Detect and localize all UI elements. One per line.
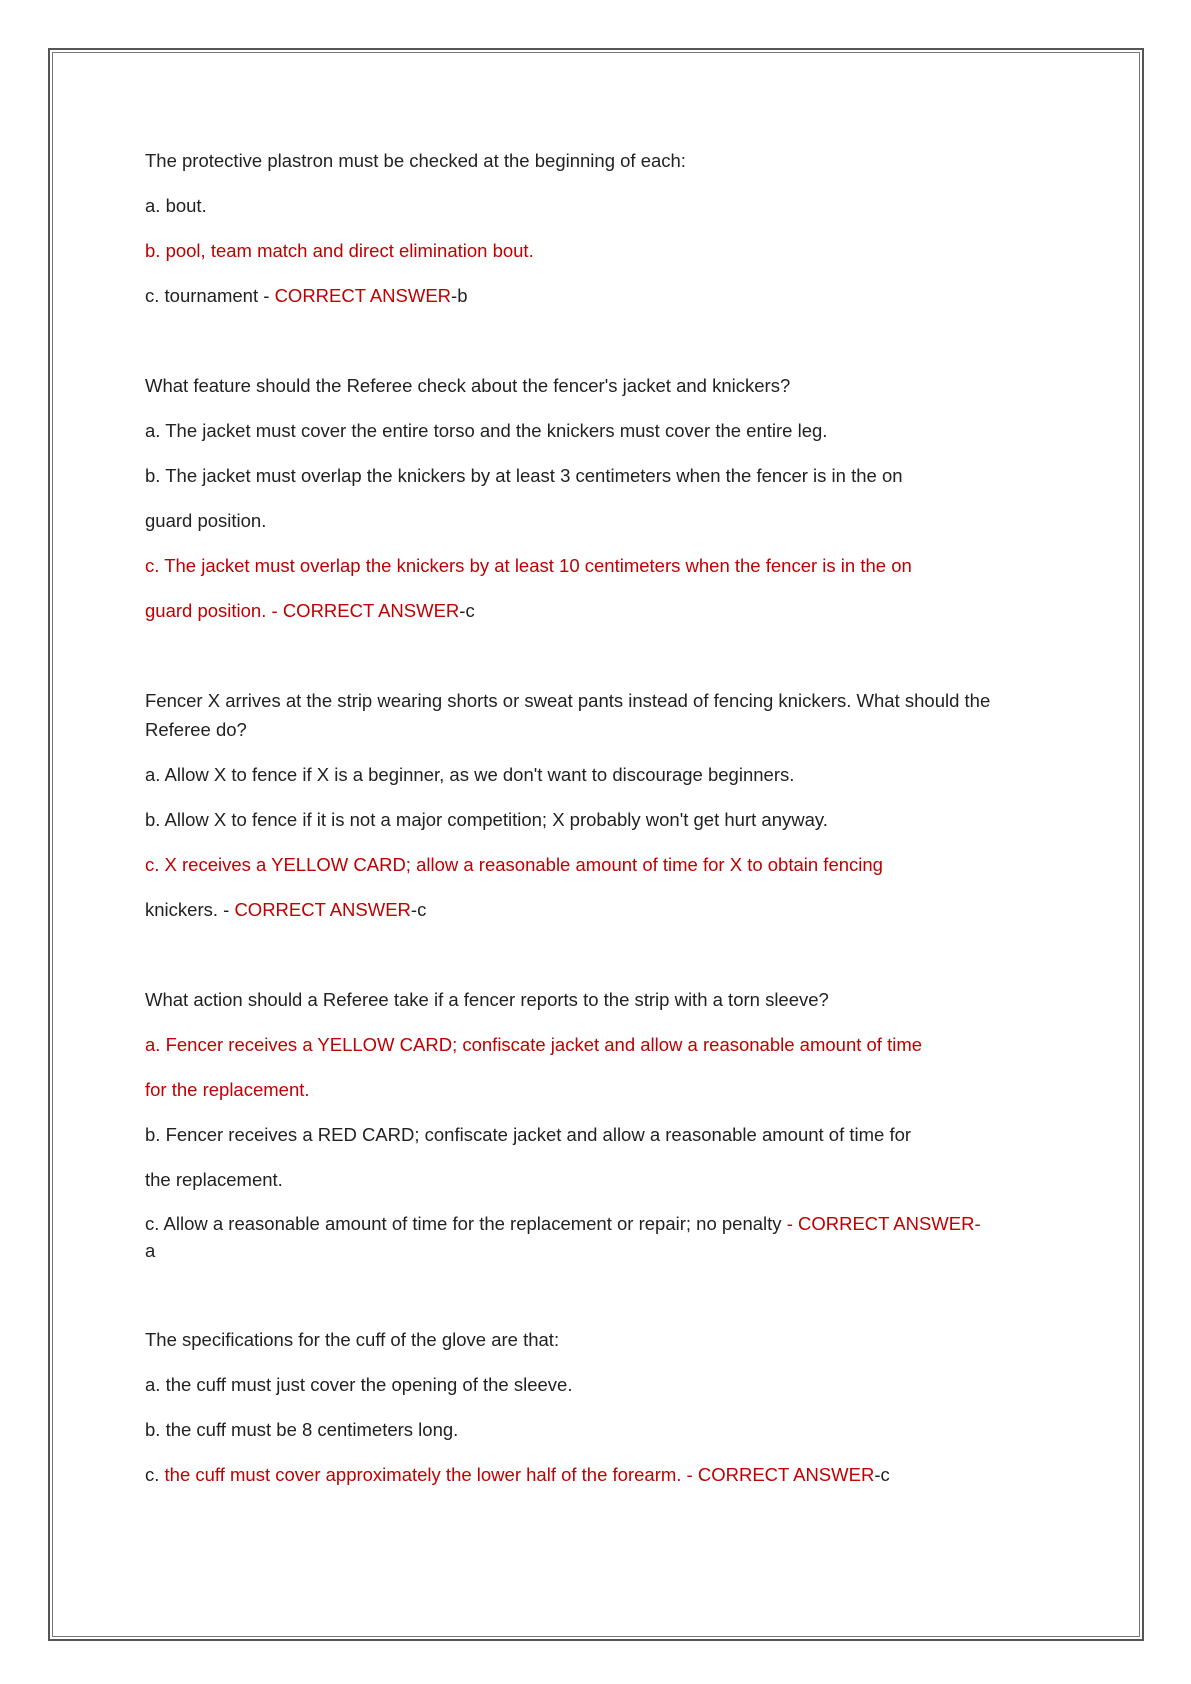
correct-answer-tag: CORRECT ANSWER <box>234 899 411 920</box>
option-c-text: c. tournament - <box>145 285 275 306</box>
question-2-option-a: a. The jacket must cover the entire torso and the knickers must cover the entire leg. <box>145 420 828 441</box>
option-c-text: c. Allow a reasonable amount of time for the replacement or repair; no penalty <box>145 1213 787 1234</box>
option-c-prefix: c. <box>145 1464 165 1485</box>
question-3-option-a: a. Allow X to fence if X is a beginner, as we don't want to discourage beginners. <box>145 764 795 785</box>
question-2-option-b-line-1: b. The jacket must overlap the knickers by at least 3 centimeters when the fencer is in the on <box>145 465 903 486</box>
correct-answer-tag: CORRECT ANSWER <box>697 1464 875 1485</box>
question-4-option-a-line-1: a. Fencer receives a YELLOW CARD; confiscate jacket and allow a reasonable amount of time <box>145 1034 923 1055</box>
question-4-option-b-line-1: b. Fencer receives a RED CARD; confiscate jacket and allow a reasonable amount of time for <box>145 1124 912 1145</box>
option-c-text: guard position. - <box>145 600 283 621</box>
answer-dash: - <box>786 1213 798 1234</box>
question-2-option-c-line-1: c. The jacket must overlap the knickers by at least 10 centimeters when the fencer is in the on <box>145 555 912 576</box>
question-4-option-a-line-2: for the replacement. <box>145 1079 310 1100</box>
correct-answer-tag: CORRECT ANSWER <box>274 285 452 306</box>
question-block-3 <box>145 686 1055 924</box>
question-2-text: What feature should the Referee check about the fencer's jacket and knickers? <box>145 375 791 396</box>
question-3-option-c-line-1: c. X receives a YELLOW CARD; allow a reasonable amount of time for X to obtain fencing <box>145 854 883 875</box>
question-2-option-b-line-2: guard position. <box>145 510 267 531</box>
question-block-5 <box>145 1325 1055 1489</box>
correct-answer-letter: a <box>145 1240 156 1261</box>
question-1-option-c: c. tournament - CORRECT ANSWER-b <box>145 285 468 306</box>
question-5-option-a: a. the cuff must just cover the opening of the sleeve. <box>145 1374 573 1395</box>
question-3-option-c-line-2: knickers. - CORRECT ANSWER-c <box>145 899 427 920</box>
question-5-text: The specifications for the cuff of the glove are that: <box>145 1329 560 1350</box>
question-block-4 <box>145 985 1055 1264</box>
question-3-text: Fencer X arrives at the strip wearing shorts or sweat pants instead of fencing knickers. What should the Referee do? <box>145 690 991 740</box>
question-4-option-c <box>145 1210 1055 1264</box>
question-3-option-b: b. Allow X to fence if it is not a major competition; X probably won't get hurt anyway. <box>145 809 828 830</box>
question-2-option-c-line-2: guard position. - CORRECT ANSWER-c <box>145 600 475 621</box>
option-c-text: the cuff must cover approximately the lower half of the forearm. - <box>164 1464 698 1485</box>
correct-answer-tag: CORRECT ANSWER- <box>798 1213 981 1234</box>
question-block-1 <box>145 146 1055 310</box>
correct-answer-letter: b <box>457 285 468 306</box>
question-1-option-b: b. pool, team match and direct elimination bout. <box>145 240 534 261</box>
correct-answer-letter: c <box>465 600 475 621</box>
question-1-text: The protective plastron must be checked at the beginning of each: <box>145 150 686 171</box>
correct-answer-letter: c <box>880 1464 890 1485</box>
correct-answer-letter: c <box>417 899 427 920</box>
option-c-text: knickers. - <box>145 899 235 920</box>
question-5-option-b: b. the cuff must be 8 centimeters long. <box>145 1419 459 1440</box>
question-4-option-b-line-2: the replacement. <box>145 1169 283 1190</box>
question-5-option-c: c. the cuff must cover approximately the lower half of the forearm. - CORRECT ANSWER-c <box>145 1464 890 1485</box>
correct-answer-tag: CORRECT ANSWER <box>282 600 460 621</box>
question-1-option-a: a. bout. <box>145 195 207 216</box>
question-4-text: What action should a Referee take if a fencer reports to the strip with a torn sleeve? <box>145 989 829 1010</box>
question-block-2 <box>145 371 1055 625</box>
document-content <box>145 146 1055 1550</box>
